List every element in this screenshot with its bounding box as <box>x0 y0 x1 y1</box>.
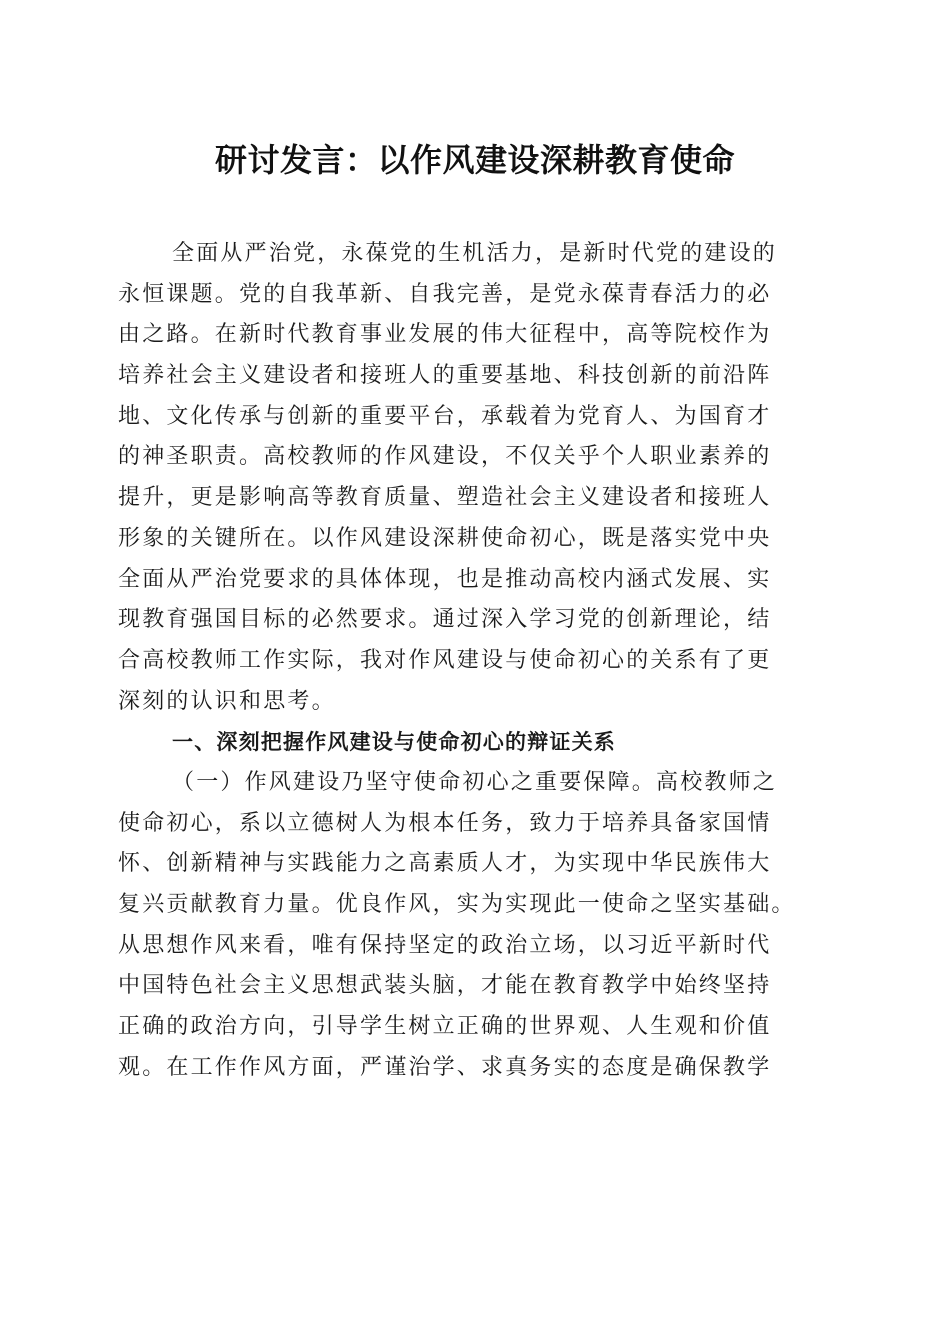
paragraph-line: 全面从严治党，永葆党的生机活力，是新时代党的建设的 <box>172 241 778 266</box>
paragraph-line: 使命初心，系以立德树人为根本任务，致力于培养具备家国情 <box>118 810 772 836</box>
paragraph-line: 中国特色社会主义思想武装头脑，才能在教育教学中始终坚持 <box>118 973 772 999</box>
paragraph-line: 提升，更是影响高等教育质量、塑造社会主义建设者和接班人 <box>118 485 772 511</box>
paragraph-line: 合高校教师工作实际，我对作风建设与使命初心的关系有了更 <box>118 647 772 673</box>
paragraph-line: 从思想作风来看，唯有保持坚定的政治立场，以习近平新时代 <box>118 932 772 958</box>
paragraph-line: 现教育强国目标的必然要求。通过深入学习党的创新理论，结 <box>118 607 772 633</box>
paragraph-2 <box>118 763 828 1089</box>
paragraph-line: （一）作风建设乃坚守使命初心之重要保障。高校教师之 <box>172 769 778 795</box>
section-heading: 一、深刻把握作风建设与使命初心的辩证关系 <box>172 730 616 755</box>
paragraph-line: 怀、创新精神与实践能力之高素质人才，为实现中华民族伟大 <box>118 851 772 877</box>
paragraph-line: 复兴贡献教育力量。优良作风，实为实现此一使命之坚实基础。 <box>118 892 796 917</box>
document-body <box>118 234 828 1088</box>
paragraph-1 <box>118 234 828 722</box>
paragraph-line: 由之路。在新时代教育事业发展的伟大征程中，高等院校作为 <box>118 322 772 348</box>
paragraph-line: 永恒课题。党的自我革新、自我完善，是党永葆青春活力的必 <box>118 281 772 307</box>
paragraph-line: 正确的政治方向，引导学生树立正确的世界观、人生观和价值 <box>118 1014 772 1040</box>
paragraph-line: 深刻的认识和思考。 <box>118 688 336 714</box>
paragraph-line: 全面从严治党要求的具体体现，也是推动高校内涵式发展、实 <box>118 566 772 592</box>
paragraph-line: 观。在工作作风方面，严谨治学、求真务实的态度是确保教学 <box>118 1054 772 1080</box>
paragraph-line: 形象的关键所在。以作风建设深耕使命初心，既是落实党中央 <box>118 525 772 551</box>
paragraph-line: 的神圣职责。高校教师的作风建设，不仅关乎个人职业素养的 <box>118 444 772 470</box>
document-title: 研讨发言：以作风建设深耕教育使命 <box>214 141 735 179</box>
paragraph-line: 培养社会主义建设者和接班人的重要基地、科技创新的前沿阵 <box>118 363 772 389</box>
paragraph-line: 地、文化传承与创新的重要平台，承载着为党育人、为国育才 <box>118 403 772 429</box>
